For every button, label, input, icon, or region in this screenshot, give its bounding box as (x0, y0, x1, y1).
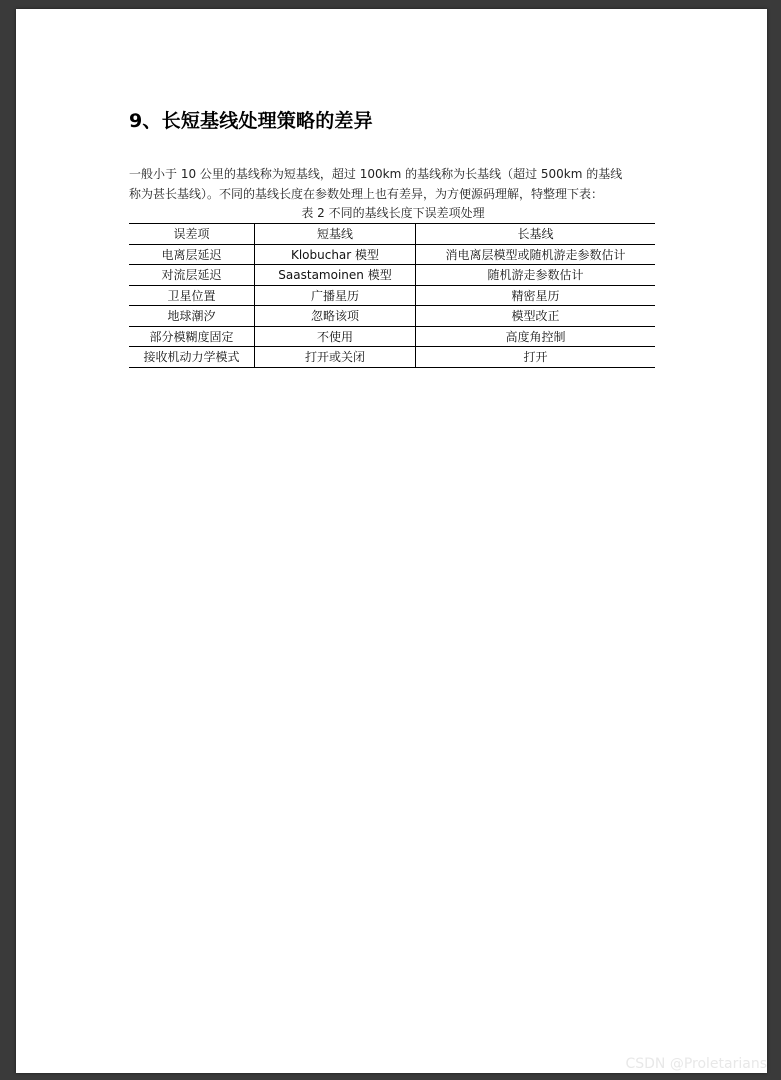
document-page (16, 9, 767, 1073)
table-cell: 随机游走参数估计 (416, 265, 656, 286)
table-cell: 高度角控制 (416, 326, 656, 347)
column-header-error-item: 误差项 (129, 224, 255, 245)
column-header-long-baseline: 长基线 (416, 224, 656, 245)
table-header-row (129, 224, 655, 245)
table-row (129, 306, 655, 327)
table-cell: 地球潮汐 (129, 306, 255, 327)
table-cell: 卫星位置 (129, 285, 255, 306)
table-cell: Saastamoinen 模型 (255, 265, 416, 286)
table-cell: 打开或关闭 (255, 347, 416, 368)
table-cell: 对流层延迟 (129, 265, 255, 286)
table-caption: 表 2 不同的基线长度下误差项处理 (301, 206, 485, 220)
csdn-watermark: CSDN @Proletarians (625, 1056, 767, 1072)
table-cell: 不使用 (255, 326, 416, 347)
table-cell: 电离层延迟 (129, 244, 255, 265)
paragraph-line: 一般小于 10 公里的基线称为短基线，超过 100km 的基线称为长基线（超过 500km 的基线 (129, 167, 623, 181)
table-cell: 精密星历 (416, 285, 656, 306)
column-header-short-baseline: 短基线 (255, 224, 416, 245)
intro-paragraph (129, 164, 657, 204)
paragraph-line: 称为甚长基线）。不同的基线长度在参数处理上也有差异，为方便源码理解，特整理下表： (129, 187, 604, 201)
table-cell: Klobuchar 模型 (255, 244, 416, 265)
section-heading: 9、长短基线处理策略的差异 (129, 110, 373, 132)
table-row (129, 244, 655, 265)
table-cell: 打开 (416, 347, 656, 368)
table-row (129, 347, 655, 368)
table-cell: 接收机动力学模式 (129, 347, 255, 368)
table-cell: 消电离层模型或随机游走参数估计 (416, 244, 656, 265)
error-handling-table (129, 223, 655, 368)
table-row (129, 265, 655, 286)
table-row (129, 326, 655, 347)
table-row (129, 285, 655, 306)
table-cell: 部分模糊度固定 (129, 326, 255, 347)
table-cell: 忽略该项 (255, 306, 416, 327)
table-cell: 广播星历 (255, 285, 416, 306)
table-cell: 模型改正 (416, 306, 656, 327)
